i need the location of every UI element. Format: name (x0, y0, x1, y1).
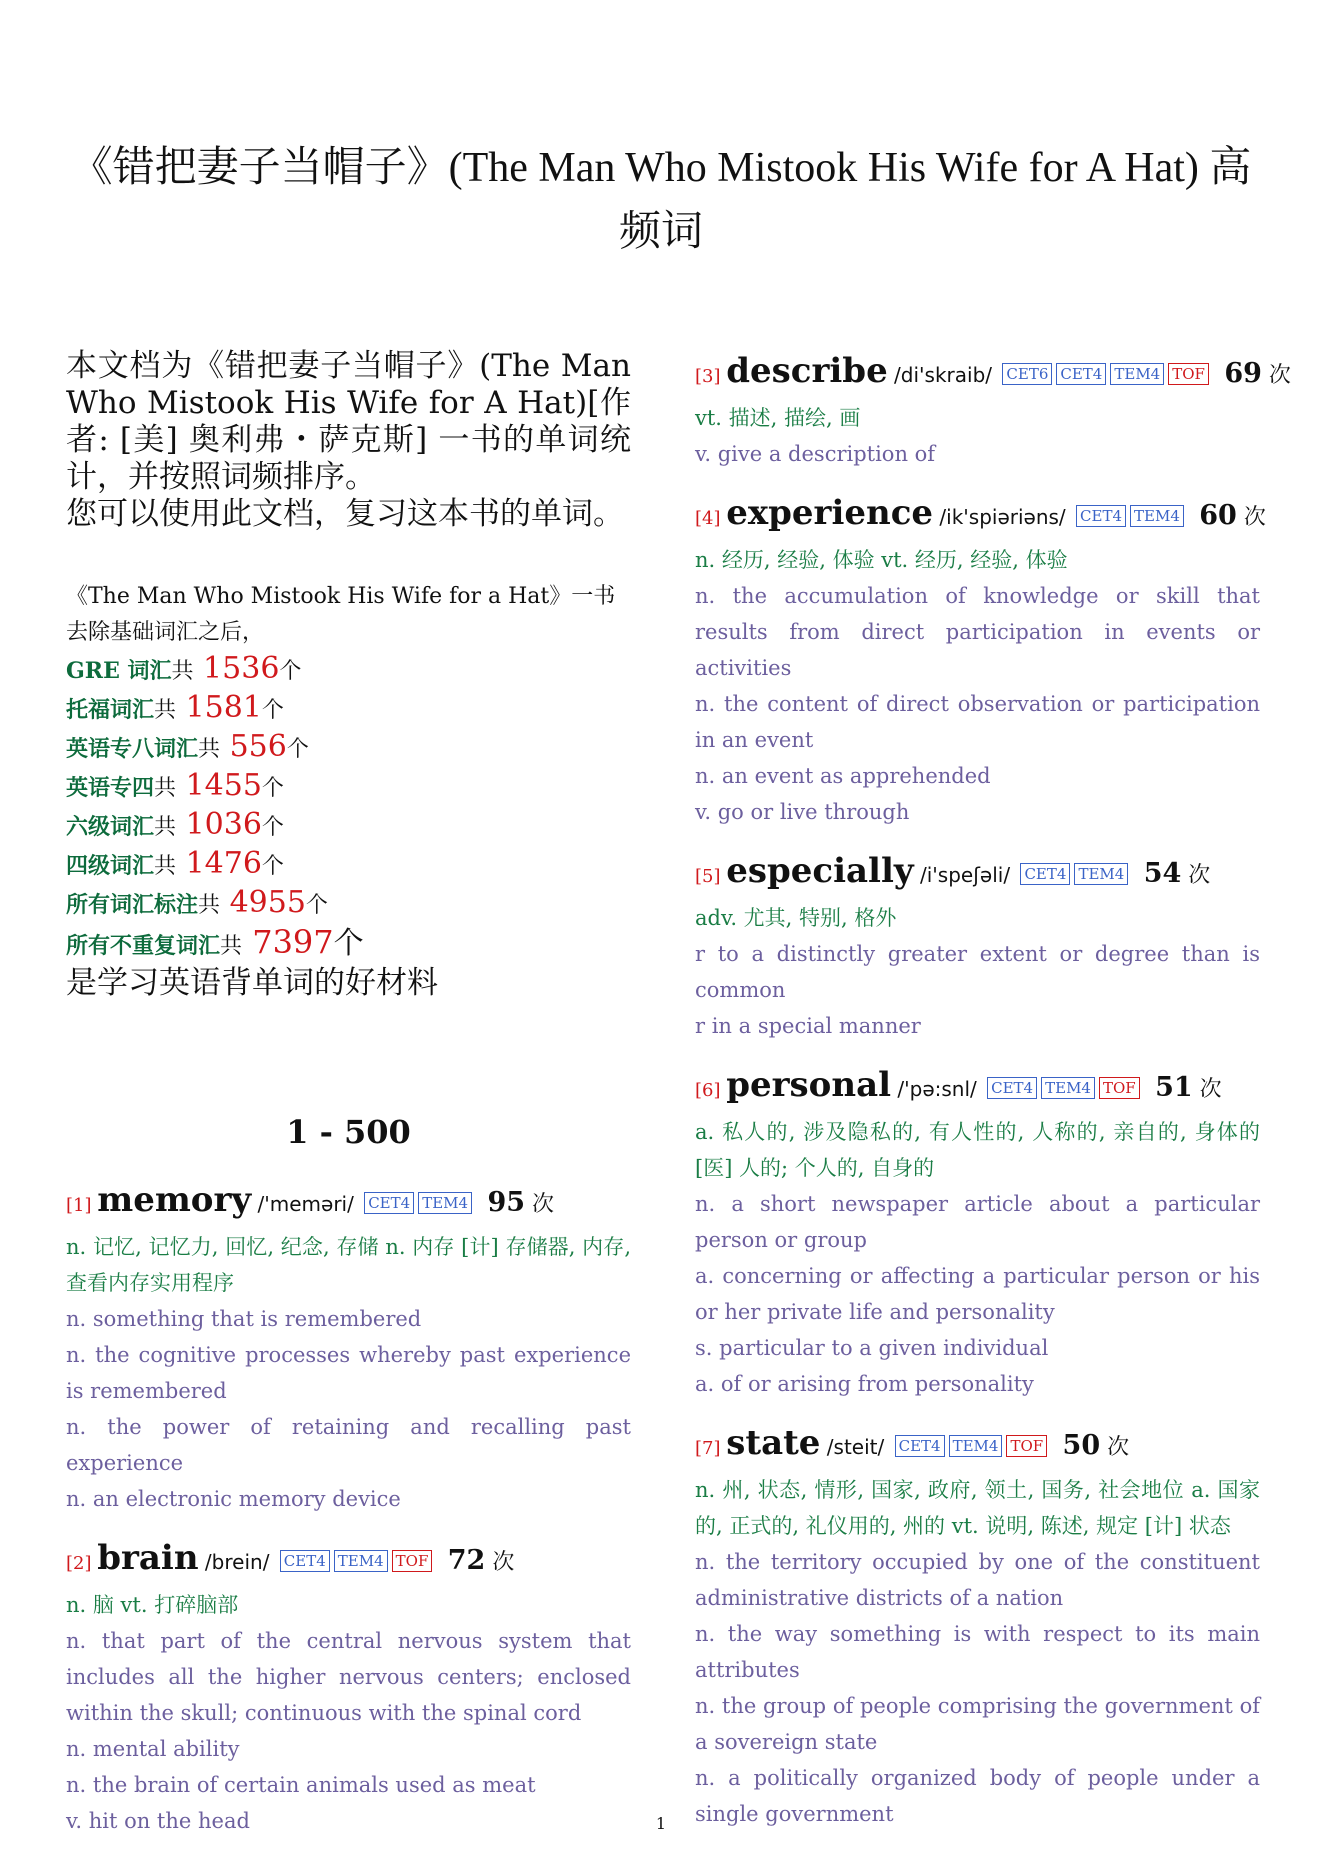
english-definition: n. an electronic memory device (66, 1487, 401, 1511)
word-entry (695, 348, 1291, 472)
entry-index: [6] (695, 1080, 727, 1101)
entries-right (695, 348, 1291, 1832)
stat-connector: 共 (154, 815, 177, 840)
entry-index: [2] (66, 1553, 98, 1574)
stat-connector: 共 (154, 698, 177, 723)
frequency-count: 50 (1053, 1430, 1101, 1461)
stat-value: 1581 (176, 690, 262, 725)
stat-connector: 共 (198, 893, 221, 918)
frequency-unit: 次 (1236, 505, 1266, 530)
word-entry (695, 1420, 1260, 1832)
frequency-unit: 次 (485, 1550, 515, 1575)
exam-tag-tem4: TEM4 (1110, 363, 1164, 385)
english-definition: n. an event as apprehended (695, 764, 991, 788)
exam-tag-tem4: TEM4 (1041, 1077, 1095, 1099)
exam-tag-cet4: CET4 (1076, 505, 1126, 527)
english-definition: r to a distinctly greater extent or degree than is common (695, 942, 1260, 1002)
headword: describe (726, 351, 888, 391)
english-definition: a. concerning or affecting a particular person or his or her private life and personality (695, 1264, 1260, 1324)
stat-connector: 共 (198, 737, 221, 762)
headword: memory (97, 1180, 252, 1220)
stats-heading: 《The Man Who Mistook His Wife for a Hat》一书去除基础词汇之后， (66, 584, 616, 645)
stat-label: 四级词汇 (66, 853, 155, 879)
page-number: 1 (655, 1814, 667, 1833)
english-definition: v. go or live through (695, 800, 910, 824)
stat-connector: 共 (154, 776, 177, 801)
headword: experience (726, 493, 934, 533)
phonetic: /brein/ (198, 1550, 276, 1574)
stat-label: 托福词汇 (66, 697, 155, 723)
phonetic: /'pə:snl/ (891, 1077, 984, 1101)
english-definition: s. particular to a given individual (695, 1336, 1049, 1360)
frequency-unit: 次 (525, 1192, 555, 1217)
stat-label: 英语专八词汇 (66, 736, 199, 762)
chinese-definition: vt. 描述, 描绘, 画 (695, 406, 861, 430)
phonetic: /di'skraib/ (887, 363, 999, 387)
english-definition: n. a politically organized body of people under a single government (695, 1766, 1260, 1826)
entry-index: [4] (695, 508, 727, 529)
exam-tag-cet4: CET4 (987, 1077, 1037, 1099)
english-definition: n. the cognitive processes whereby past experience is remembered (66, 1343, 631, 1403)
stat-label: 六级词汇 (66, 814, 155, 840)
range-heading: 1 - 500 (286, 1113, 411, 1151)
english-definition: n. the territory occupied by one of the constituent administrative districts of a nation (695, 1550, 1260, 1610)
frequency-unit: 次 (1192, 1077, 1222, 1102)
english-definition: n. the accumulation of knowledge or skill that results from direct participation in events or activities (695, 584, 1260, 680)
english-definition: n. a short newspaper article about a particular person or group (695, 1192, 1260, 1252)
english-definition: v. give a description of (695, 442, 936, 466)
english-definition: n. mental ability (66, 1737, 240, 1761)
chinese-definition: n. 记忆, 记忆力, 回忆, 纪念, 存储 n. 内存 [计] 存储器, 内存, 查看内存实用程序 (66, 1235, 631, 1295)
exam-tag-tem4: TEM4 (1130, 505, 1184, 527)
left-column (66, 348, 631, 1857)
frequency-count: 72 (438, 1545, 486, 1576)
stat-unit: 个 (261, 854, 284, 879)
english-definition: n. the power of retaining and recalling past experience (66, 1415, 631, 1475)
stat-line (66, 807, 631, 846)
word-entry (695, 490, 1266, 830)
exam-tag-tof: TOF (1099, 1077, 1140, 1099)
frequency-count: 54 (1134, 858, 1182, 889)
entry-header (695, 1420, 1260, 1472)
chinese-definition: adv. 尤其, 特别, 格外 (695, 906, 897, 930)
stat-value: 4955 (220, 885, 306, 920)
stat-line (66, 690, 631, 729)
stat-unit: 个 (333, 926, 364, 961)
exam-tag-cet4: CET4 (1056, 363, 1106, 385)
english-definition: v. hit on the head (66, 1809, 250, 1833)
frequency-unit: 次 (1261, 363, 1291, 388)
stat-value: 1476 (176, 846, 262, 881)
stat-unit: 个 (261, 776, 284, 801)
english-definition: n. the group of people comprising the government of a sovereign state (695, 1694, 1260, 1754)
frequency-count: 95 (478, 1187, 526, 1218)
english-definition: n. the brain of certain animals used as meat (66, 1773, 536, 1797)
stat-value: 1036 (176, 807, 262, 842)
frequency-unit: 次 (1181, 863, 1211, 888)
stat-line (66, 885, 631, 924)
stat-connector: 共 (154, 854, 177, 879)
entry-index: [7] (695, 1438, 727, 1459)
chinese-definition: n. 经历, 经验, 体验 vt. 经历, 经验, 体验 (695, 548, 1068, 572)
stat-unit: 个 (279, 659, 302, 684)
english-definition: n. the way something is with respect to its main attributes (695, 1622, 1260, 1682)
stat-line (66, 729, 631, 768)
exam-tag-tof: TOF (1006, 1435, 1047, 1457)
stat-unit: 个 (305, 893, 328, 918)
frequency-unit: 次 (1100, 1435, 1130, 1460)
stat-line (66, 768, 631, 807)
headword: brain (97, 1538, 199, 1578)
stat-line (66, 924, 631, 965)
word-entry (66, 1535, 631, 1839)
headword: state (726, 1423, 821, 1463)
word-entry (695, 848, 1260, 1044)
exam-tag-tem4: TEM4 (334, 1550, 388, 1572)
exam-tag-cet6: CET6 (1002, 363, 1052, 385)
stat-line (66, 651, 631, 690)
stats-list (66, 651, 631, 965)
page-title: 《错把妻子当帽子》(The Man Who Mistook His Wife for A Hat) 高频词 (70, 145, 1252, 255)
english-definition: a. of or arising from personality (695, 1372, 1034, 1396)
closing-text: 是学习英语背单词的好材料 (66, 965, 438, 1001)
stat-label: 所有词汇标注 (66, 892, 199, 918)
stat-unit: 个 (286, 737, 309, 762)
entry-header (695, 490, 1266, 542)
word-entry (695, 1062, 1260, 1402)
word-entry (66, 1177, 631, 1517)
frequency-count: 51 (1145, 1072, 1193, 1103)
stat-unit: 个 (261, 815, 284, 840)
entry-index: [5] (695, 866, 727, 887)
entry-index: [1] (66, 1195, 98, 1216)
exam-tag-tof: TOF (1168, 363, 1209, 385)
chinese-definition: a. 私人的, 涉及隐私的, 有人性的, 人称的, 亲自的, 身体的 [医] 人的; 个人的, 自身的 (695, 1120, 1260, 1180)
entry-header (695, 348, 1291, 400)
right-column (695, 348, 1291, 1850)
headword: especially (726, 851, 914, 891)
stat-label: GRE 词汇 (66, 658, 172, 684)
entry-index: [3] (695, 366, 727, 387)
phonetic: /i'speʃəli/ (913, 863, 1017, 887)
intro-paragraph-1: 本文档为《错把妻子当帽子》(The Man Who Mistook His Wife for A Hat)[作者: [美] 奥利弗・萨克斯] 一书的单词统计，并按照词频排序。 (66, 348, 631, 495)
stat-label: 所有不重复词汇 (66, 933, 221, 959)
stat-label: 英语专四 (66, 775, 155, 801)
stat-value: 1536 (193, 651, 280, 686)
english-definition: r in a special manner (695, 1014, 921, 1038)
stat-connector: 共 (220, 934, 243, 959)
entry-header (66, 1535, 631, 1587)
stat-connector: 共 (171, 659, 194, 684)
entries-left (66, 1177, 631, 1839)
phonetic: /'meməri/ (251, 1192, 361, 1216)
exam-tag-cet4: CET4 (364, 1192, 414, 1214)
exam-tag-cet4: CET4 (895, 1435, 945, 1457)
headword: personal (726, 1065, 892, 1105)
phonetic: /steit/ (820, 1435, 891, 1459)
stat-value: 1455 (176, 768, 262, 803)
stat-value: 556 (220, 729, 287, 764)
stat-unit: 个 (261, 698, 284, 723)
entry-header (695, 848, 1260, 900)
english-definition: n. the content of direct observation or participation in an event (695, 692, 1260, 752)
exam-tag-tem4: TEM4 (949, 1435, 1003, 1457)
english-definition: n. that part of the central nervous system that includes all the higher nervous centers; enclosed within the skull; continuous with the spinal cord (66, 1629, 631, 1725)
chinese-definition: n. 脑 vt. 打碎脑部 (66, 1593, 239, 1617)
exam-tag-tof: TOF (392, 1550, 433, 1572)
intro-text (66, 348, 631, 533)
entry-header (66, 1177, 631, 1229)
chinese-definition: n. 州, 状态, 情形, 国家, 政府, 领土, 国务, 社会地位 a. 国家的, 正式的, 礼仪用的, 州的 vt. 说明, 陈述, 规定 [计] 状态 (695, 1478, 1260, 1538)
exam-tag-tem4: TEM4 (1074, 863, 1128, 885)
exam-tag-tem4: TEM4 (418, 1192, 472, 1214)
exam-tag-cet4: CET4 (1020, 863, 1070, 885)
exam-tag-cet4: CET4 (280, 1550, 330, 1572)
frequency-count: 60 (1189, 500, 1237, 531)
stat-value: 7397 (242, 923, 334, 961)
phonetic: /ik'spiəriəns/ (933, 505, 1073, 529)
english-definition: n. something that is remembered (66, 1307, 422, 1331)
intro-paragraph-2: 您可以使用此文档，复习这本书的单词。 (66, 496, 624, 532)
stat-line (66, 846, 631, 885)
entry-header (695, 1062, 1260, 1114)
frequency-count: 69 (1214, 358, 1262, 389)
